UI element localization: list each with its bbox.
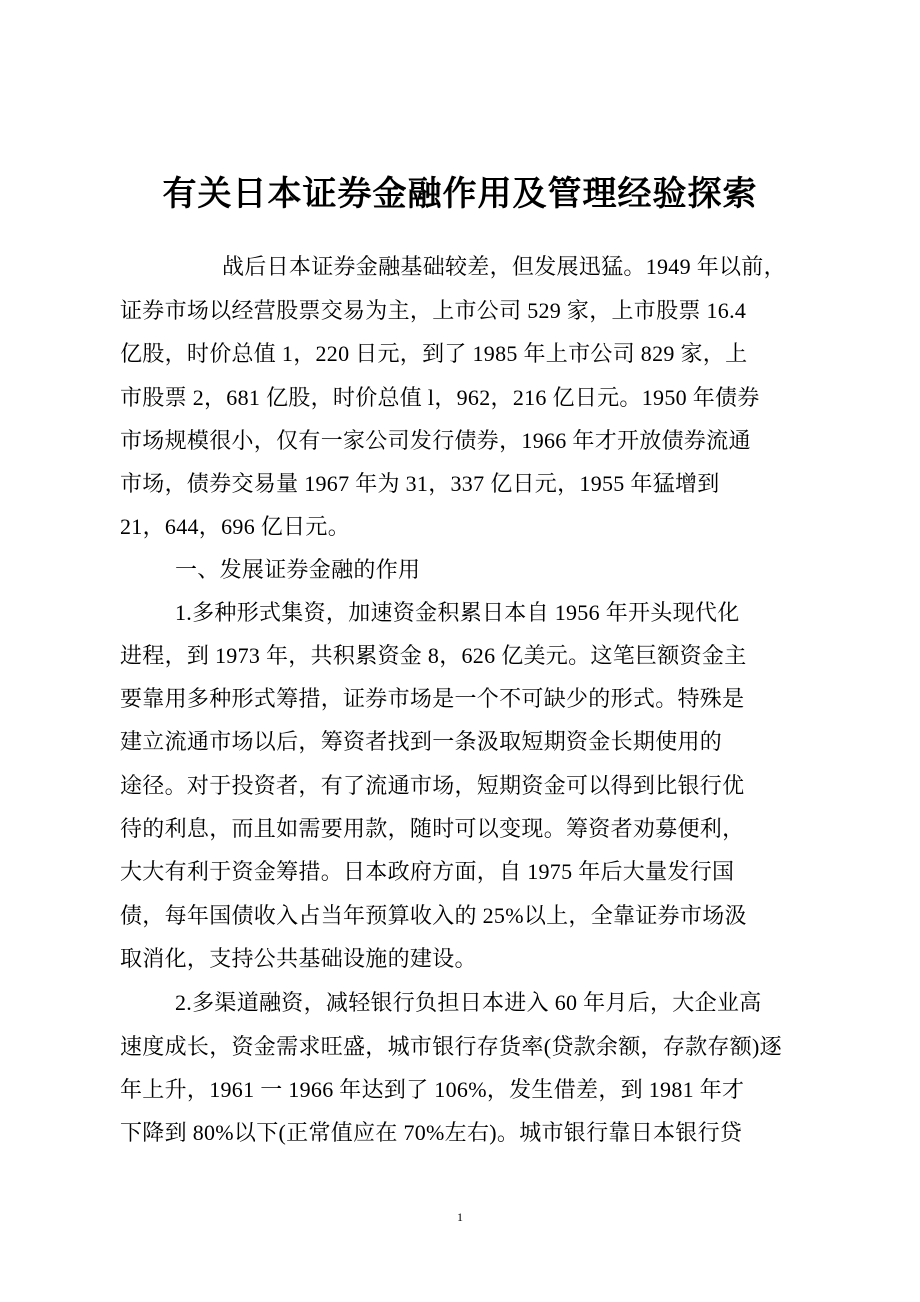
text-line: 债，每年国债收入占当年预算收入的 25%以上，全靠证券市场汲 bbox=[120, 903, 747, 928]
text-line: 年上升，1961 一 1966 年达到了 106%，发生借差，到 1981 年才 bbox=[120, 1077, 745, 1102]
document-title: 有关日本证券金融作用及管理经验探索 bbox=[162, 174, 758, 214]
text-line: 证券市场以经营股票交易为主，上市公司 529 家，上市股票 16.4 bbox=[120, 298, 747, 323]
text-line: 市场规模很小，仅有一家公司发行债券，1966 年才开放债券流通 bbox=[120, 428, 751, 453]
text-line: 2.多渠道融资，减轻银行负担日本进入 60 年月后，大企业高 bbox=[175, 990, 762, 1015]
text-line: 市场，债券交易量 1967 年为 31，337 亿日元，1955 年猛增到 bbox=[120, 471, 720, 496]
text-line: 取消化，支持公共基础设施的建设。 bbox=[120, 946, 477, 971]
text-line: 大大有利于资金筹措。日本政府方面，自 1975 年后大量发行国 bbox=[120, 859, 735, 884]
text-line: 要靠用多种形式筹措，证券市场是一个不可缺少的形式。特殊是 bbox=[120, 686, 745, 711]
section-heading: 一、发展证券金融的作用 bbox=[175, 557, 421, 582]
text-line: 市股票 2，681 亿股，时价总值 l，962，216 亿日元。1950 年债券 bbox=[120, 385, 760, 410]
text-line: 速度成长，资金需求旺盛，城市银行存货率(贷款余额，存款存额)逐 bbox=[120, 1034, 782, 1059]
text-line: 途径。对于投资者，有了流通市场，短期资金可以得到比银行优 bbox=[120, 773, 745, 798]
text-line: 进程，到 1973 年，共积累资金 8，626 亿美元。这笔巨额资金主 bbox=[120, 643, 747, 668]
text-line: 下降到 80%以下(正常值应在 70%左右)。城市银行靠日本银行贷 bbox=[120, 1120, 743, 1145]
text-line: 21，644，696 亿日元。 bbox=[120, 514, 351, 539]
text-line: 1.多种形式集资，加速资金积累日本自 1956 年开头现代化 bbox=[175, 600, 740, 625]
text-line: 战后日本证券金融基础较差，但发展迅猛。1949 年以前， bbox=[222, 254, 786, 279]
page-number: 1 bbox=[457, 1210, 463, 1224]
text-line: 待的利息，而且如需要用款，随时可以变现。筹资者劝募便利， bbox=[120, 816, 745, 841]
text-line: 建立流通市场以后，筹资者找到一条汲取短期资金长期使用的 bbox=[120, 729, 723, 754]
text-line: 亿股，时价总值 1，220 日元，到了 1985 年上市公司 829 家，上 bbox=[120, 341, 748, 366]
